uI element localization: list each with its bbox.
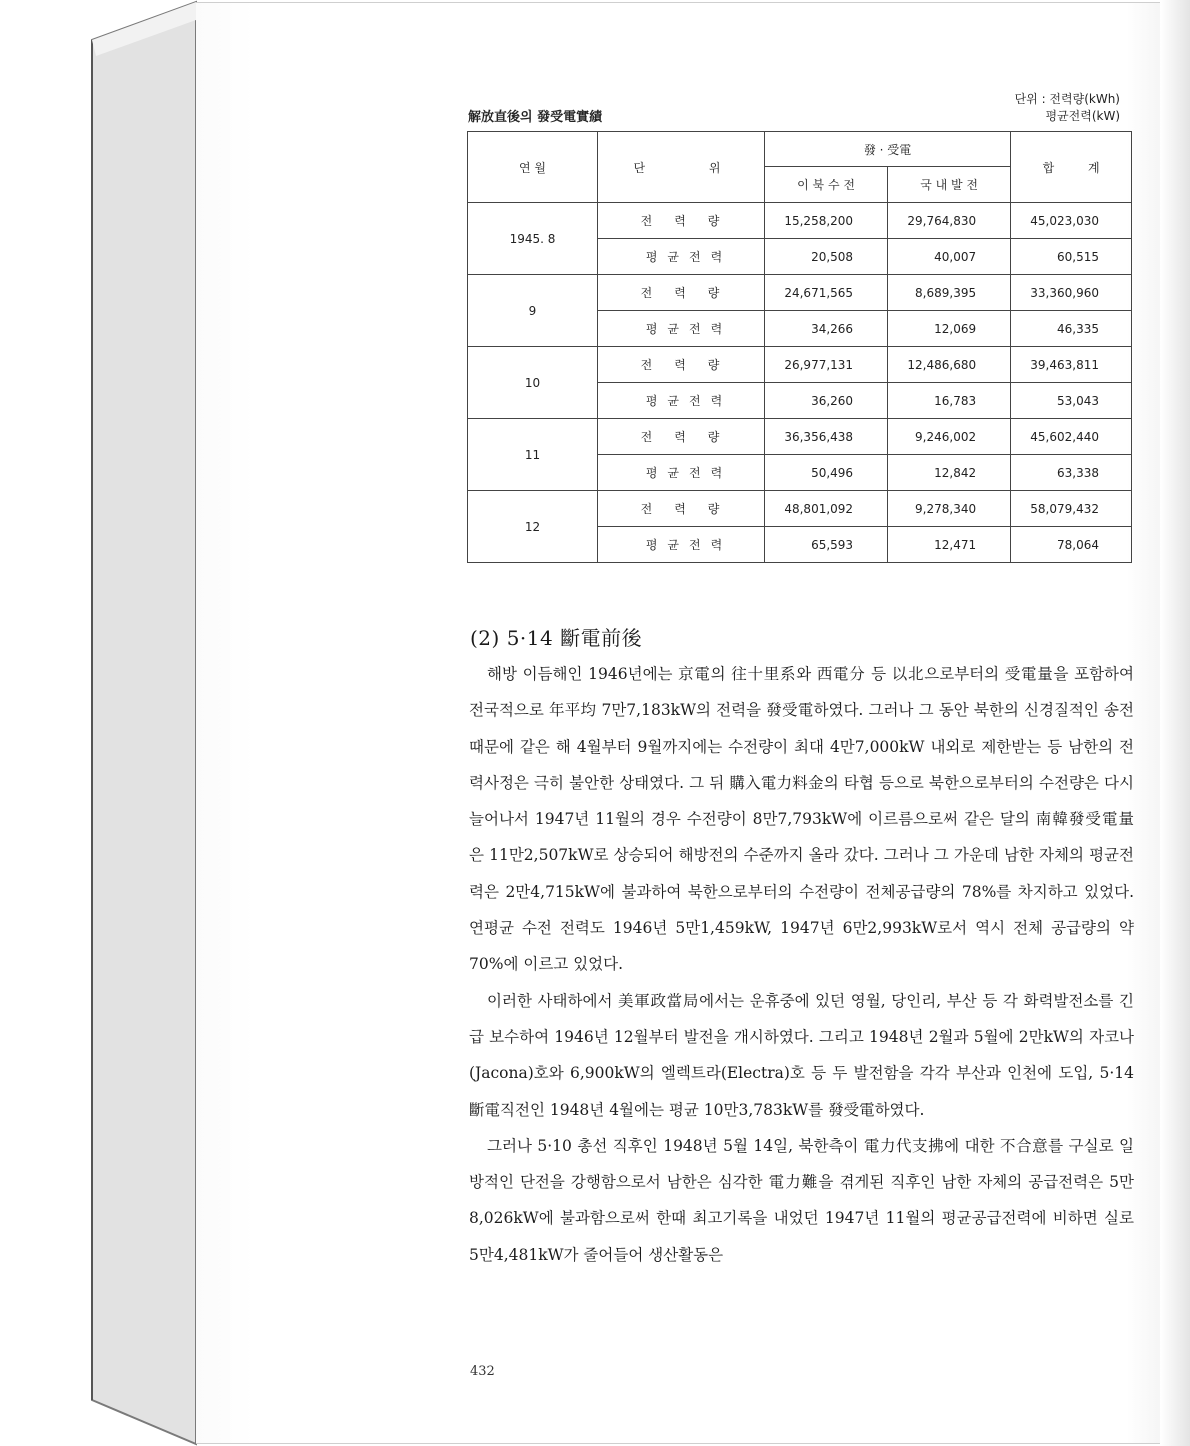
- row-unit: 평균전력: [598, 383, 765, 419]
- cell-total: 60,515: [1011, 239, 1132, 275]
- table-row: [468, 203, 1132, 239]
- cell-north: 20,508: [765, 239, 888, 275]
- table-row: [468, 491, 1132, 527]
- row-month: 10: [468, 347, 598, 419]
- row-unit: 전력량: [598, 275, 765, 311]
- cell-domestic: 12,486,680: [888, 347, 1011, 383]
- page-number: 432: [470, 1364, 495, 1379]
- cell-north: 15,258,200: [765, 203, 888, 239]
- table-unit-note: [900, 91, 1120, 125]
- row-unit: 평균전력: [598, 311, 765, 347]
- cell-domestic: 40,007: [888, 239, 1011, 275]
- cell-north: 26,977,131: [765, 347, 888, 383]
- table-title: 解放直後의 發受電實績: [468, 110, 603, 125]
- cell-total: 33,360,960: [1011, 275, 1132, 311]
- cell-total: 45,023,030: [1011, 203, 1132, 239]
- cell-domestic: 8,689,395: [888, 275, 1011, 311]
- cell-north: 36,356,438: [765, 419, 888, 455]
- row-month: 11: [468, 419, 598, 491]
- table-row: [468, 275, 1132, 311]
- unit-energy: 단위 : 전력량(kWh): [1014, 92, 1120, 106]
- row-month: 12: [468, 491, 598, 563]
- cell-domestic: 29,764,830: [888, 203, 1011, 239]
- cell-total: 78,064: [1011, 527, 1132, 563]
- header-month: 연 월: [468, 132, 598, 203]
- cell-domestic: 9,278,340: [888, 491, 1011, 527]
- cell-domestic: 12,471: [888, 527, 1011, 563]
- cell-domestic: 12,842: [888, 455, 1011, 491]
- cell-total: 39,463,811: [1011, 347, 1132, 383]
- row-unit: 평균전력: [598, 239, 765, 275]
- cell-north: 36,260: [765, 383, 888, 419]
- cell-domestic: 12,069: [888, 311, 1011, 347]
- paragraph: 그러나 5·10 총선 직후인 1948년 5월 14일, 북한측이 電力代支拂에 대한 不合意를 구실로 일방적인 단전을 강행함으로서 남한은 심각한 電力難을 겪게된 직후인 남한 자체의 공급전력은 5만8,026kW에 불과함으로써 한때 최고기록을 내었던 1947년 11월의 평균공급전력에 비하면 실로 5만4,481kW가 줄어들어 생산활동은: [469, 1136, 1134, 1264]
- cell-total: 58,079,432: [1011, 491, 1132, 527]
- header-north: 이 북 수 전: [765, 167, 888, 203]
- cell-total: 53,043: [1011, 383, 1132, 419]
- table-row: [468, 419, 1132, 455]
- unit-avg-power: 평균전력(kW): [1045, 109, 1120, 123]
- row-unit: 전력량: [598, 491, 765, 527]
- cell-north: 34,266: [765, 311, 888, 347]
- header-unit: 단 위: [598, 132, 765, 203]
- section-heading: (2) 5·14 斷電前後: [470, 626, 643, 650]
- cell-north: 65,593: [765, 527, 888, 563]
- cell-domestic: 16,783: [888, 383, 1011, 419]
- row-unit: 평균전력: [598, 527, 765, 563]
- cell-north: 24,671,565: [765, 275, 888, 311]
- cell-north: 48,801,092: [765, 491, 888, 527]
- cell-total: 63,338: [1011, 455, 1132, 491]
- power-table: [467, 131, 1132, 563]
- row-unit: 전력량: [598, 419, 765, 455]
- paragraph: 이러한 사태하에서 美軍政當局에서는 운휴중에 있던 영월, 당인리, 부산 등 각 화력발전소를 긴급 보수하여 1946년 12월부터 발전을 개시하였다. 그리고 1948년 2월과 5월에 2만kW의 자코나(Jacona)호와 6,900kW의 엘렉트라(Electra)호 등 두 발전함을 각각 부산과 인천에 도입, 5·14 斷電직전인 1948년 4월에는 평균 10만3,783kW를 發受電하였다.: [469, 991, 1134, 1119]
- row-month: 9: [468, 275, 598, 347]
- header-total: 합 계: [1011, 132, 1132, 203]
- row-unit: 전력량: [598, 203, 765, 239]
- header-group: 發 · 受電: [765, 132, 1011, 167]
- table-row: [468, 347, 1132, 383]
- cell-north: 50,496: [765, 455, 888, 491]
- paragraph: 해방 이듬해인 1946년에는 京電의 往十里系와 西電分 등 以北으로부터의 受電量을 포함하여 전국적으로 年平均 7만7,183kW의 전력을 發受電하였다. 그러나 그 동안 북한의 신경질적인 송전 때문에 같은 해 4월부터 9월까지에는 수전량이 최대 4만7,000kW 내외로 제한받는 등 남한의 전력사정은 극히 불안한 상태였다. 그 뒤 購入電力料金의 타협 등으로 북한으로부터의 수전량은 다시 늘어나서 1947년 11월의 경우 수전량이 8만7,793kW에 이르름으로써 같은 달의 南韓發受電量은 11만2,507kW로 상승되어 해방전의 수준까지 올라 갔다. 그러나 그 가운데 남한 자체의 평균전력은 2만4,715kW에 불과하여 북한으로부터의 수전량이 전체공급량의 78%를 차지하고 있었다. 연평균 수전 전력도 1946년 5만1,459kW, 1947년 6만2,993kW로서 역시 전체 공급량의 약 70%에 이르고 있었다.: [469, 665, 1134, 974]
- cell-total: 46,335: [1011, 311, 1132, 347]
- row-unit: 평균전력: [598, 455, 765, 491]
- row-unit: 전력량: [598, 347, 765, 383]
- row-month: 1945. 8: [468, 203, 598, 275]
- body-text: [469, 656, 1134, 1273]
- header-domestic: 국 내 발 전: [888, 167, 1011, 203]
- book-cover-side: [0, 0, 200, 1446]
- page-edge-shadow: [1160, 0, 1190, 1446]
- cell-domestic: 9,246,002: [888, 419, 1011, 455]
- cell-total: 45,602,440: [1011, 419, 1132, 455]
